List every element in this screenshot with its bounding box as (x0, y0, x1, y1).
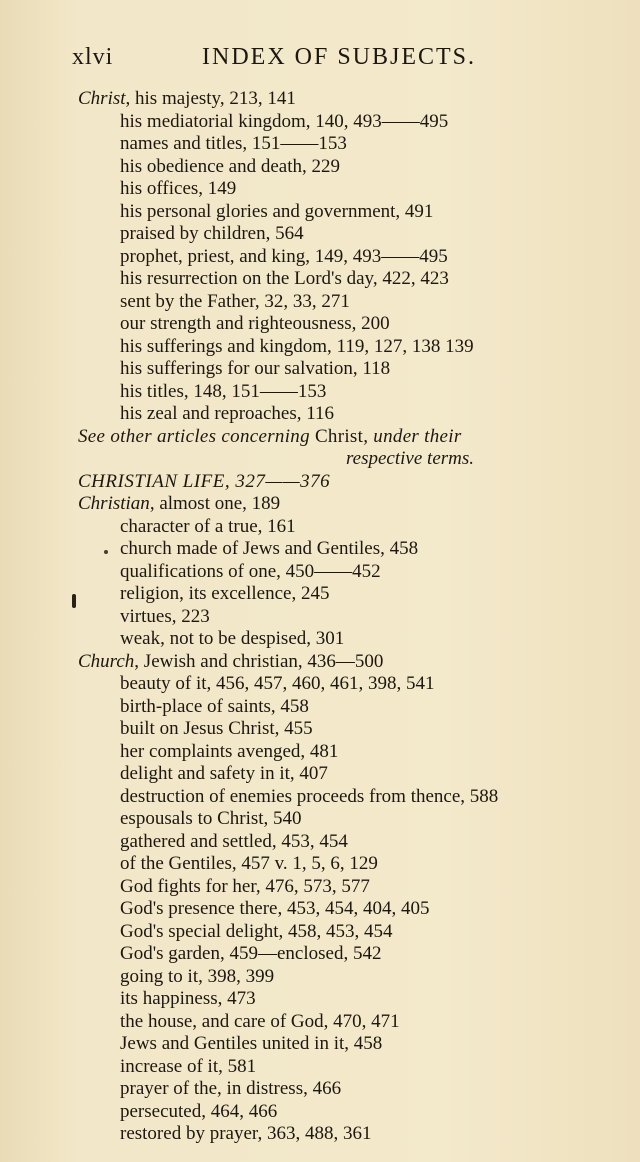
sub-entry: espousals to Christ, 540 (120, 808, 302, 829)
index-entry-christ (0, 88, 640, 111)
sub-entry: his resurrection on the Lord's day, 422, 423 (120, 268, 449, 289)
sub-entry: our strength and righteousness, 200 (120, 313, 390, 334)
sub-entry: his zeal and reproaches, 116 (120, 403, 335, 424)
ink-mark (72, 594, 76, 608)
sub-entry: God's presence there, 453, 454, 404, 405 (120, 898, 430, 919)
index-entry-christian-life: CHRISTIAN LIFE, 327——376 (78, 470, 331, 492)
sub-entry: of the Gentiles, 457 v. 1, 5, 6, 129 (120, 853, 378, 874)
page-title: INDEX OF SUBJECTS. (202, 44, 477, 70)
index-entries (0, 88, 640, 1146)
sub-entry: going to it, 398, 399 (120, 965, 275, 987)
sub-entry: increase of it, 581 (120, 1055, 257, 1077)
sub-entry: his titles, 148, 151——153 (120, 380, 327, 402)
sub-entry: delight and safety in it, 407 (120, 763, 328, 784)
sub-entry: its happiness, 473 (120, 988, 256, 1009)
see-note-text-end: , under their (363, 425, 462, 447)
sub-entry: beauty of it, 456, 457, 460, 461, 398, 541 (120, 673, 435, 694)
entry-head: Church (78, 650, 135, 672)
sub-entry: church made of Jews and Gentiles, 458 (120, 538, 419, 559)
sub-entry: names and titles, 151——153 (120, 133, 347, 154)
entry-text: , Jewish and christian, 436—500 (134, 650, 384, 672)
sub-entry: character of a true, 161 (120, 515, 296, 537)
sub-entry: restored by prayer, 363, 488, 361 (120, 1123, 372, 1144)
sub-entry: virtues, 223 (120, 605, 210, 627)
sub-entry: her complaints avenged, 481 (120, 740, 339, 762)
sub-entry: prayer of the, in distress, 466 (120, 1078, 342, 1099)
sub-entry: Jews and Gentiles united in it, 458 (120, 1033, 383, 1054)
sub-entry: birth-place of saints, 458 (120, 695, 309, 717)
entry-head: Christian (78, 493, 150, 514)
see-note-continued: respective terms. (345, 448, 475, 469)
sub-entry: the house, and care of God, 470, 471 (120, 1010, 400, 1032)
sub-entry: his mediatorial kingdom, 140, 493——495 (120, 110, 449, 132)
ink-dot (104, 550, 108, 554)
sub-entry: his obedience and death, 229 (120, 155, 341, 177)
sub-entry: praised by children, 564 (120, 223, 304, 244)
index-entry-church (0, 651, 640, 674)
sub-entry: his offices, 149 (120, 178, 237, 199)
sub-entry: God's special delight, 458, 453, 454 (120, 920, 393, 942)
page-number: xlvi (72, 44, 114, 70)
sub-entry: persecuted, 464, 466 (120, 1100, 278, 1122)
sub-entry: gathered and settled, 453, 454 (120, 830, 348, 852)
see-note-word: Christ (314, 425, 364, 447)
sub-entry: God fights for her, 476, 573, 577 (120, 875, 370, 897)
entry-text: , his majesty, 213, 141 (125, 88, 296, 109)
sub-entry: prophet, priest, and king, 149, 493——495 (120, 245, 448, 267)
entry-text: , almost one, 189 (149, 493, 281, 514)
sub-entry: qualifications of one, 450——452 (120, 560, 381, 582)
index-entry-christian (0, 493, 640, 516)
sub-entry: his personal glories and government, 491 (120, 200, 434, 222)
sub-entry: religion, its excellence, 245 (120, 583, 330, 604)
sub-entry: God's garden, 459—enclosed, 542 (120, 943, 382, 964)
sub-entry: his sufferings for our salvation, 118 (120, 358, 391, 379)
page-header (72, 44, 600, 78)
see-note (0, 426, 640, 449)
sub-entry: destruction of enemies proceeds from thence, 588 (120, 785, 499, 807)
sub-entry: weak, not to be despised, 301 (120, 628, 345, 649)
sub-entry: sent by the Father, 32, 33, 271 (120, 290, 350, 312)
sub-entry: built on Jesus Christ, 455 (120, 718, 313, 739)
sub-entry: his sufferings and kingdom, 119, 127, 138 139 (120, 335, 474, 357)
entry-head: Christ (78, 88, 126, 109)
see-note-text: See other articles concerning (78, 425, 315, 447)
